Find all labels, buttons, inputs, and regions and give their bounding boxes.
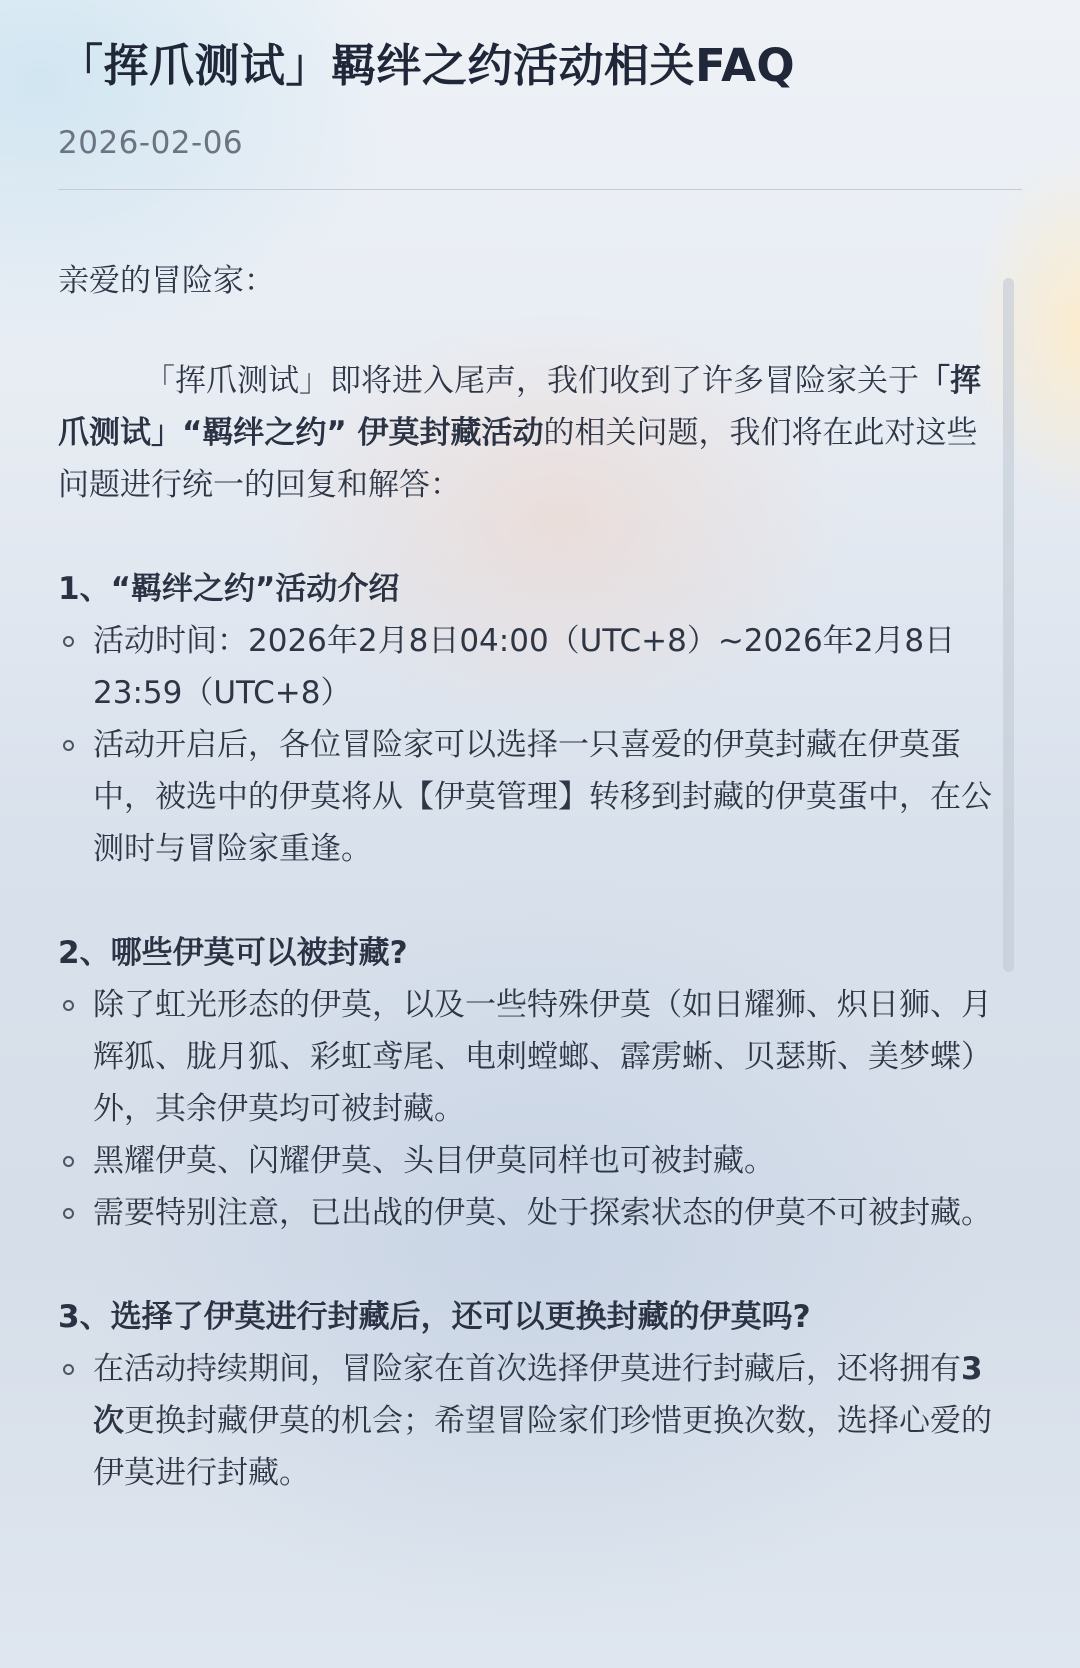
scrollbar[interactable] <box>1003 278 1014 972</box>
list-item <box>58 1343 1003 1499</box>
hollow-bullet-icon <box>63 1364 74 1375</box>
hollow-bullet-icon <box>63 1000 74 1011</box>
list-item-text: 需要特别注意，已出战的伊莫、处于探索状态的伊莫不可被封藏。 <box>93 1195 992 1231</box>
hollow-bullet-icon <box>63 636 74 647</box>
list-item <box>58 719 1003 875</box>
faq-section-1 <box>58 563 1003 875</box>
intro-text-2: 的相关问题，我们将在此对这些问题进行统一的回复和解答： <box>58 415 978 503</box>
article-body <box>58 255 1003 1499</box>
greeting: 亲爱的冒险家： <box>58 263 275 299</box>
list-item <box>58 615 1003 719</box>
list-item-text: 黑耀伊莫、闪耀伊莫、头目伊莫同样也可被封藏。 <box>93 1143 775 1179</box>
article-title: 「挥爪测试」羁绊之约活动相关FAQ <box>58 39 796 92</box>
title-divider <box>58 189 1022 190</box>
list-item-text: 除了虹光形态的伊莫，以及一些特殊伊莫（如日耀狮、炽日狮、月辉狐、胧月狐、彩虹鸢尾、电刺螳螂、霹雳蜥、贝瑟斯、美梦蝶）外，其余伊莫均可被封藏。 <box>93 987 992 1127</box>
list-item-text-1: 在活动持续期间，冒险家在首次选择伊莫进行封藏后，还将拥有 <box>93 1351 961 1387</box>
faq-section-title: 1、“羁绊之约”活动介绍 <box>58 571 400 607</box>
publish-date: 2026-02-06 <box>58 125 244 161</box>
list-item <box>58 979 1003 1135</box>
list-item-text-2: 更换封藏伊莫的机会；希望冒险家们珍惜更换次数，选择心爱的伊莫进行封藏。 <box>93 1403 992 1491</box>
faq-section-3 <box>58 1291 1003 1499</box>
list-item-highlight: 3次 <box>93 1351 983 1439</box>
list-item-text: 活动时间：2026年2月8日04:00（UTC+8）~2026年2月8日23:59（UTC+8） <box>93 623 956 711</box>
intro-paragraph <box>58 355 1003 511</box>
faq-section-title: 3、选择了伊莫进行封藏后，还可以更换封藏的伊莫吗? <box>58 1299 811 1335</box>
list-item <box>58 1135 1003 1187</box>
faq-section-2 <box>58 927 1003 1239</box>
list-item-text: 活动开启后，各位冒险家可以选择一只喜爱的伊莫封藏在伊莫蛋中，被选中的伊莫将从【伊莫管理】转移到封藏的伊莫蛋中，在公测时与冒险家重逢。 <box>93 727 992 867</box>
intro-text-1: 「挥爪测试」即将进入尾声，我们收到了许多冒险家关于 <box>144 363 919 399</box>
list-item <box>58 1187 1003 1239</box>
faq-section-title: 2、哪些伊莫可以被封藏? <box>58 935 408 971</box>
hollow-bullet-icon <box>63 1156 74 1167</box>
hollow-bullet-icon <box>63 1208 74 1219</box>
hollow-bullet-icon <box>63 740 74 751</box>
intro-highlight: 「挥爪测试」“羁绊之约” 伊莫封藏活动 <box>58 363 981 451</box>
